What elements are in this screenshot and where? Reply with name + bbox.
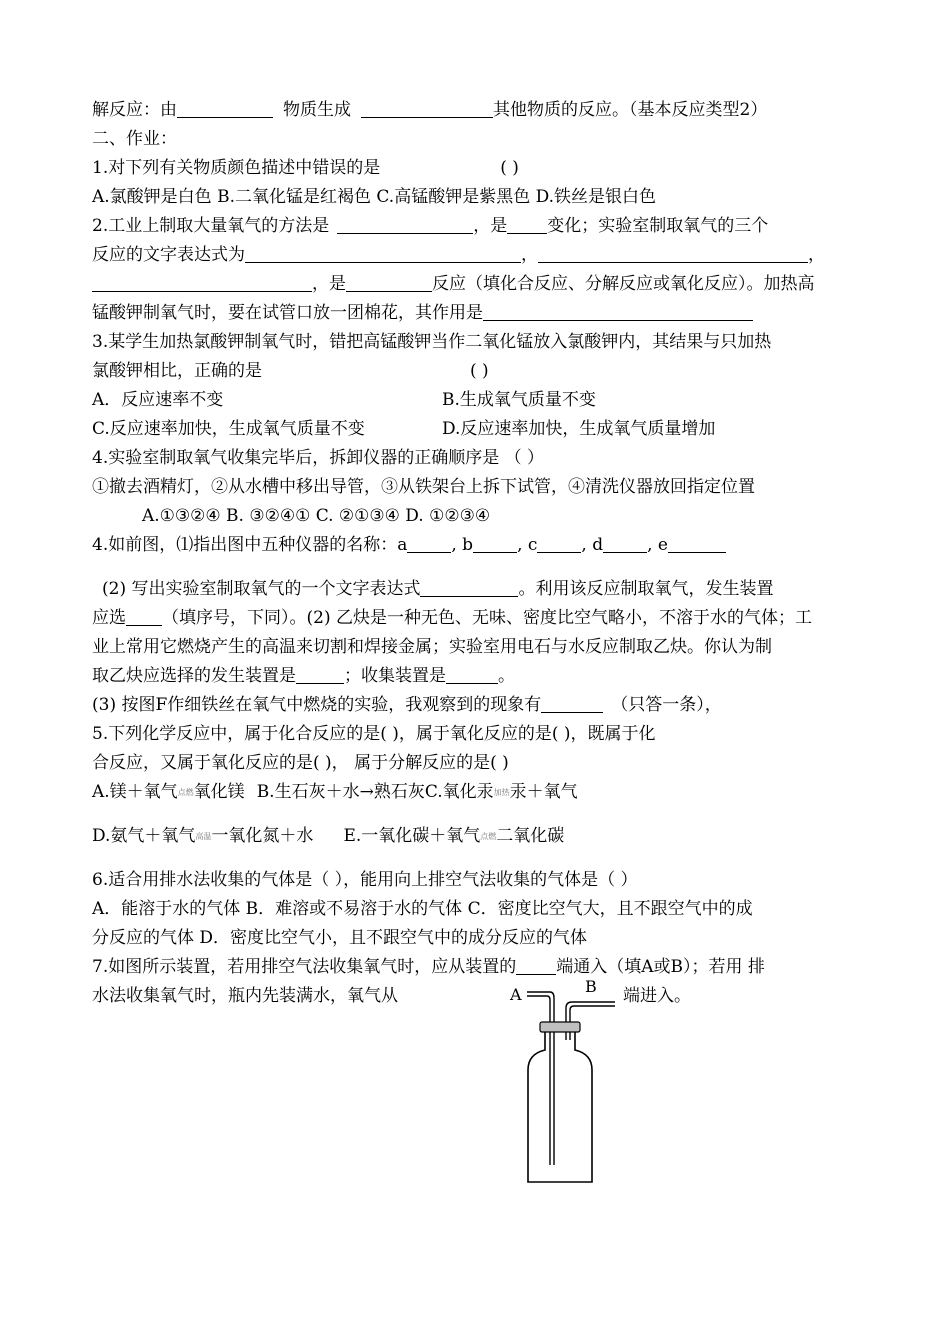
blank[interactable] — [420, 576, 518, 597]
text: ，是 — [473, 216, 508, 236]
text: , b — [451, 535, 474, 555]
blank[interactable] — [126, 605, 162, 626]
blank[interactable] — [296, 663, 344, 684]
question-5-line-1: 5.下列化学反应中，属于化合反应的是( )，属于氧化反应的是( )，既属于化 — [92, 724, 656, 744]
question-7-line-1 — [92, 953, 862, 982]
question-5-options-de — [92, 822, 862, 866]
question-7-line-2 — [92, 982, 862, 1011]
text: ， — [808, 245, 825, 265]
answer-paren[interactable]: ( ) — [470, 361, 489, 381]
question-4b-line-3 — [92, 604, 862, 633]
blank-c[interactable] — [537, 532, 581, 553]
question-4b-line-2 — [92, 575, 862, 604]
text: 物质生成 — [283, 100, 351, 120]
text: （填序号，下同）。(2) 乙炔是一种无色、无味、密度比空气略小，不溶于水的气体；工 — [162, 608, 812, 628]
option-d: D.反应速率加快，生成氧气质量增加 — [442, 419, 716, 439]
text: 端进入。 — [623, 986, 691, 1006]
question-6-line-3: 分反应的气体 D．密度比空气小，且不跟空气中的成分反应的气体 — [92, 928, 588, 948]
blank[interactable] — [361, 97, 493, 118]
question-text: 2.工业上制取大量氧气的方法是 — [92, 216, 330, 236]
blank[interactable] — [516, 954, 556, 975]
text: , d — [581, 535, 604, 555]
text: , e — [647, 535, 668, 555]
question-4b-line-4: 业上常用它燃烧产生的高温来切割和焊接金属；实验室用电石与水反应制取乙炔。你认为制 — [92, 637, 772, 657]
text: D.氨气＋氧气 — [92, 826, 196, 846]
reaction-condition: 点燃 — [177, 788, 194, 797]
question-5-options-abc — [92, 778, 862, 822]
blank[interactable] — [177, 97, 273, 118]
blank-a[interactable] — [407, 532, 451, 553]
decomposition-definition-line — [92, 96, 862, 125]
option-c: C.反应速率加快，生成氧气质量不变 — [92, 419, 365, 439]
question-2-line-1 — [92, 212, 862, 241]
text: E.一氧化碳＋氧气 — [343, 826, 481, 846]
blank-d[interactable] — [603, 532, 647, 553]
reaction-condition: 加热 — [493, 788, 510, 797]
answer-paren[interactable]: ( ) — [500, 158, 519, 178]
text: 变化；实验室制取氧气的三个 — [547, 216, 769, 236]
gas-bottle-diagram — [490, 980, 710, 1200]
text: 解反应：由 — [92, 100, 177, 120]
question-4b-line-5 — [92, 662, 862, 691]
blank[interactable] — [337, 213, 473, 234]
text: (2) 写出实验室制取氧气的一个文字表达式 — [102, 579, 421, 599]
text: B.生石灰＋水→熟石灰 — [256, 782, 425, 802]
text: 4.如前图，⑴指出图中五种仪器的名称：a — [92, 535, 408, 555]
text: 汞＋氧气 — [509, 782, 578, 802]
blank[interactable] — [507, 213, 547, 234]
text: A.镁＋氧气 — [92, 782, 178, 802]
question-4a-stem: 4.实验室制取氧气收集完毕后，拆卸仪器的正确顺序是 （ ） — [92, 448, 545, 468]
question-text: 1.对下列有关物质颜色描述中错误的是 — [92, 158, 381, 178]
section-title: 二、作业： — [92, 129, 177, 149]
question-2-line-2 — [92, 241, 862, 270]
option-b: B.生成氧气质量不变 — [442, 390, 596, 410]
text: 7.如图所示装置，若用排空气法收集氧气时，应从装置的 — [92, 957, 517, 977]
question-1-stem — [92, 154, 862, 183]
text: ；收集装置是 — [344, 666, 446, 686]
text: 。利用该反应制取氧气，发生装置 — [518, 579, 774, 599]
text: C.氧化汞 — [424, 782, 494, 802]
blank-b[interactable] — [473, 532, 517, 553]
question-3-line-1: 3.某学生加热氯酸钾制氧气时，错把高锰酸钾当作二氧化锰放入氯酸钾内，其结果与只加热 — [92, 332, 772, 352]
blank[interactable] — [346, 271, 432, 292]
text: 。 — [498, 666, 515, 686]
question-4b-line-1 — [92, 531, 862, 575]
text: 反应（填化合反应、分解反应或氧化反应）。加热高 — [432, 274, 815, 294]
label-b: B — [585, 977, 597, 996]
blank[interactable] — [538, 242, 808, 263]
text: ， — [521, 245, 538, 265]
text: 氧化镁 — [193, 782, 245, 802]
text: ，是 — [312, 274, 346, 294]
question-4a-steps: ①撤去酒精灯，②从水槽中移出导管，③从铁架台上拆下试管，④清洗仪器放回指定位置 — [92, 477, 755, 497]
blank[interactable] — [446, 663, 498, 684]
option-a: A．反应速率不变 — [92, 390, 224, 410]
text: 一氧化氮＋水 — [211, 826, 314, 846]
text: , c — [517, 535, 538, 555]
question-1-options: A.氯酸钾是白色 B.二氧化锰是红褐色 C.高锰酸钾是紫黑色 D.铁丝是银白色 — [92, 187, 657, 207]
question-5-line-2: 合反应，又属于氧化反应的是( )， 属于分解反应的是( ) — [92, 753, 509, 773]
question-4a-options: A.①③②④ B. ③②④① C. ②①③④ D. ①②③④ — [142, 506, 491, 526]
text: （只答一条）， — [611, 695, 722, 715]
text: 氯酸钾相比，正确的是 — [92, 361, 262, 381]
reaction-condition: 高温 — [195, 832, 212, 841]
question-2-line-3 — [92, 270, 862, 299]
text: 应选 — [92, 608, 126, 628]
text: 其他物质的反应。（基本反应类型2） — [493, 100, 768, 120]
question-6-line-1: 6.适合用排水法收集的气体是（ ），能用向上排空气法收集的气体是（ ） — [92, 870, 638, 890]
blank-e[interactable] — [668, 532, 726, 553]
question-4b-line-6 — [92, 691, 862, 720]
label-a: A — [510, 985, 522, 1004]
blank[interactable] — [541, 692, 603, 713]
text: 取乙炔应选择的发生装置是 — [92, 666, 296, 686]
blank[interactable] — [483, 300, 753, 321]
question-3-options-cd — [92, 415, 862, 444]
question-3-line-2 — [92, 357, 862, 386]
text: 锰酸钾制氧气时，要在试管口放一团棉花，其作用是 — [92, 303, 483, 323]
text: 二氧化碳 — [496, 826, 565, 846]
text: 端通入（填A或B）；若用 排 — [556, 957, 765, 977]
question-3-options-ab — [92, 386, 862, 415]
blank[interactable] — [92, 271, 312, 292]
text: 反应的文字表达式为 — [92, 245, 245, 265]
blank[interactable] — [245, 242, 521, 263]
text: 水法收集氧气时，瓶内先装满水，氧气从 — [92, 986, 398, 1006]
question-6-line-2: A．能溶于水的气体 B．难溶或不易溶于水的气体 C．密度比空气大，且不跟空气中的成 — [92, 899, 753, 919]
text: (3) 按图F作细铁丝在氧气中燃烧的实验，我观察到的现象有 — [92, 695, 542, 715]
worksheet-page — [92, 96, 862, 1011]
reaction-condition: 点燃 — [480, 832, 497, 841]
question-2-line-4 — [92, 299, 862, 328]
